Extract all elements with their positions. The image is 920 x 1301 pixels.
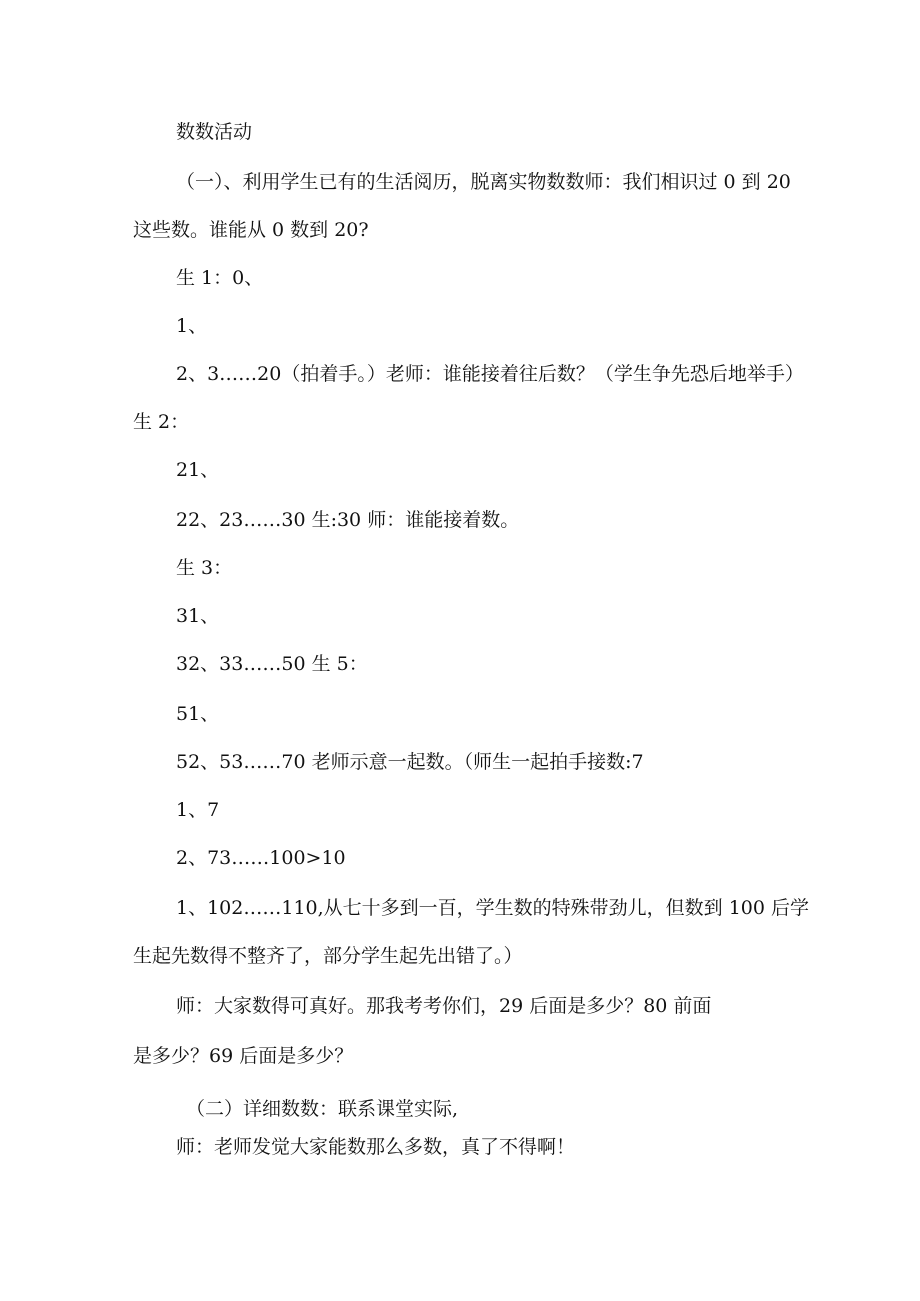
paragraph-line: 1、102……110,从七十多到一百，学生数的特殊带劲儿，但数到 100 后学 (176, 897, 810, 919)
paragraph-line: 这些数。谁能从 0 数到 20? (133, 219, 369, 241)
paragraph-line: 生 2： (133, 411, 190, 433)
paragraph-line: 21、 (176, 459, 220, 481)
paragraph-line: 2、3……20（拍着手。）老师：谁能接着往后数？（学生争先恐后地举手） (176, 363, 804, 385)
paragraph-line: 生 3： (176, 557, 233, 579)
paragraph-line: 师：老师发觉大家能数那么多数，真了不得啊！ (176, 1136, 576, 1158)
paragraph-line: 31、 (176, 605, 220, 627)
paragraph-line: 师：大家数得可真好。那我考考你们，29 后面是多少？80 前面 (176, 995, 712, 1017)
paragraph-line: 51、 (176, 703, 220, 725)
paragraph-line: 1、7 (176, 799, 220, 821)
paragraph-line: （二）详细数数：联系课堂实际, (186, 1098, 459, 1120)
paragraph-line: 22、23……30 生:30 师：谁能接着数。 (176, 509, 520, 531)
paragraph-line: 32、33……50 生 5： (176, 653, 368, 675)
paragraph-line: 52、53……70 老师示意一起数。（师生一起拍手接数:7 (176, 751, 644, 773)
paragraph-line: 是多少？69 后面是多少？ (133, 1045, 354, 1067)
document-title: 数数活动 (176, 121, 253, 143)
paragraph-line: 生起先数得不整齐了，部分学生起先出错了。） (133, 945, 523, 967)
paragraph-line: 生 1：0、 (176, 267, 264, 289)
paragraph-line: 1、 (176, 315, 208, 337)
paragraph-line: （一）、利用学生已有的生活阅历，脱离实物数数师：我们相识过 0 到 20 (176, 171, 791, 193)
paragraph-line: 2、73……100>10 (176, 847, 346, 869)
